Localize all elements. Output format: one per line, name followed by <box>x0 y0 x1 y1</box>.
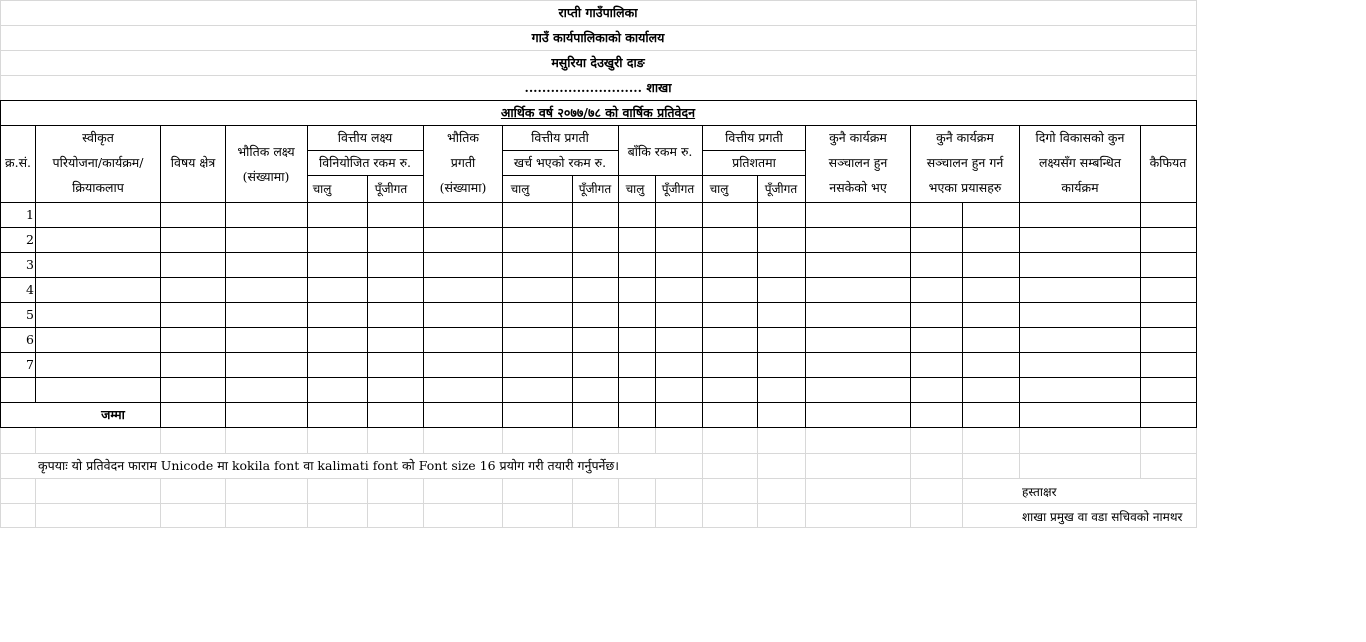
row-number: 4 <box>26 282 34 297</box>
gridline <box>367 428 368 454</box>
border <box>502 150 618 151</box>
col-sdg-line1: दिगो विकासको कुन <box>1035 130 1125 145</box>
gridline <box>225 428 226 454</box>
col-efforts-line2: सञ्चालन हुन गर्न <box>926 155 1004 170</box>
border <box>618 125 619 428</box>
gridline <box>757 428 758 528</box>
gridline <box>0 428 1 528</box>
gridline <box>618 478 619 528</box>
gridline <box>702 428 703 528</box>
gridline <box>0 75 1197 76</box>
col-phys-target-line2: (संख्यामा) <box>242 169 290 184</box>
border <box>1196 100 1197 428</box>
col-target-capital: पूँजीगत <box>374 182 408 196</box>
border <box>0 252 1197 253</box>
col-allocated: विनियोजित रकम रु. <box>318 155 412 170</box>
gridline <box>0 0 1 100</box>
border <box>0 377 1197 378</box>
gridline <box>655 478 656 528</box>
col-remaining-current: चालु <box>625 182 645 196</box>
border <box>0 302 1197 303</box>
col-efforts-line3: भएका प्रयासहरु <box>928 180 1002 195</box>
col-phys-target-line1: भौतिक लक्ष्य <box>237 144 295 159</box>
gridline <box>0 25 1197 26</box>
col-efforts-line1: कुनै कार्यक्रम <box>936 130 994 145</box>
border <box>910 125 911 428</box>
col-not-run-line2: सञ्चालन हुन <box>828 155 888 170</box>
border <box>423 125 424 428</box>
col-not-run-line1: कुनै कार्यक्रम <box>829 130 887 145</box>
row-number: 2 <box>26 232 34 247</box>
office-name-line-2: गाउँ कार्यपालिकाको कार्यालय <box>531 30 665 45</box>
col-approved-line2: परियोजना/कार्यक्रम/ <box>52 155 144 170</box>
border <box>35 125 36 403</box>
col-fin-progress-pct-line2: प्रतिशतमा <box>732 155 776 170</box>
gridline <box>0 478 1197 479</box>
border <box>502 175 805 176</box>
gridline <box>1140 428 1141 478</box>
col-sdg-line2: लक्ष्यसँग सम्बन्धित <box>1039 155 1121 170</box>
gridline <box>1196 0 1197 100</box>
border <box>0 100 1197 101</box>
col-subject: विषय क्षेत्र <box>170 155 216 170</box>
signature-label: हस्ताक्षर <box>1022 485 1057 499</box>
col-sn: क्र.सं. <box>5 155 31 170</box>
signatory-label: शाखा प्रमुख वा वडा सचिवको नामथर <box>1022 510 1183 524</box>
gridline <box>655 428 656 454</box>
gridline <box>0 453 1197 454</box>
border <box>367 175 368 428</box>
col-remaining-capital: पूँजीगत <box>661 182 695 196</box>
gridline <box>1196 428 1197 528</box>
col-remarks: कैफियत <box>1149 155 1187 170</box>
gridline <box>307 478 308 528</box>
gridline <box>910 428 911 528</box>
office-name-line-1: राप्ती गाउँपालिका <box>558 5 638 20</box>
gridline <box>367 478 368 528</box>
row-number: 3 <box>26 257 34 272</box>
gridline <box>0 50 1197 51</box>
border <box>0 202 1197 203</box>
border <box>1140 125 1141 428</box>
col-fin-progress: वित्तीय प्रगती <box>531 130 589 145</box>
col-fin-target: वित्तीय लक्ष्य <box>337 130 393 145</box>
gridline <box>0 527 1197 528</box>
border <box>307 175 423 176</box>
border <box>757 175 758 428</box>
border <box>0 100 1 428</box>
col-phys-progress-line3: (संख्यामा) <box>439 180 487 195</box>
branch-line: ........................... शाखा <box>524 80 672 95</box>
gridline <box>502 478 503 528</box>
col-phys-progress-line2: प्रगती <box>450 155 476 170</box>
gridline <box>160 478 161 528</box>
border <box>0 402 1197 403</box>
col-spent: खर्च भएको रकम रु. <box>513 155 607 170</box>
gridline <box>35 428 36 454</box>
border <box>702 150 805 151</box>
border <box>702 125 703 428</box>
row-number: 1 <box>26 207 34 222</box>
border <box>572 175 573 428</box>
border <box>0 277 1197 278</box>
col-fin-progress-pct-line1: वित्तीय प्रगती <box>725 130 783 145</box>
gridline <box>618 428 619 454</box>
col-pct-current: चालु <box>709 182 729 196</box>
row-number: 5 <box>26 307 34 322</box>
col-target-current: चालु <box>312 182 332 196</box>
gridline <box>962 428 963 528</box>
border <box>0 125 1197 126</box>
row-number: 6 <box>26 332 34 347</box>
border <box>307 150 423 151</box>
border <box>307 125 308 428</box>
gridline <box>160 428 161 454</box>
gridline <box>805 428 806 528</box>
border <box>160 125 161 428</box>
border <box>0 352 1197 353</box>
office-address: मसुरिया देउखुरी दाङ <box>551 55 645 70</box>
col-spent-capital: पूँजीगत <box>578 182 612 196</box>
border <box>0 327 1197 328</box>
border <box>0 227 1197 228</box>
col-remaining: बाँकि रकम रु. <box>627 144 693 159</box>
col-sdg-line3: कार्यक्रम <box>1061 180 1099 195</box>
col-approved-line3: क्रियाकलाप <box>72 180 124 195</box>
col-phys-progress-line1: भौतिक <box>447 130 479 145</box>
border <box>502 125 503 428</box>
total-label: जम्मा <box>101 407 125 422</box>
border <box>805 125 806 428</box>
border <box>655 175 656 428</box>
gridline <box>0 0 1197 1</box>
col-pct-capital: पूँजीगत <box>764 182 798 196</box>
gridline <box>225 478 226 528</box>
border <box>1019 125 1020 428</box>
gridline <box>423 478 424 528</box>
gridline <box>0 503 1197 504</box>
gridline <box>572 478 573 528</box>
col-spent-current: चालु <box>510 182 530 196</box>
gridline <box>35 478 36 528</box>
border <box>225 125 226 428</box>
border <box>0 427 1197 428</box>
gridline <box>307 428 308 454</box>
col-not-run-line3: नसकेको भए <box>829 180 887 195</box>
form-note: कृपयाः यो प्रतिवेदन फाराम Unicode मा kokila font वा kalimati font को Font size 16 प्रयोग गरी तयारी गर्नुपर्नेछ। <box>38 458 619 473</box>
border <box>962 202 963 428</box>
col-approved-line1: स्वीकृत <box>82 130 114 145</box>
gridline <box>423 428 424 454</box>
row-number: 7 <box>26 357 34 372</box>
gridline <box>502 428 503 454</box>
gridline <box>1019 428 1020 478</box>
gridline <box>572 428 573 454</box>
report-title: आर्थिक वर्ष २०७७/७८ को वार्षिक प्रतिवेदन <box>500 105 696 120</box>
